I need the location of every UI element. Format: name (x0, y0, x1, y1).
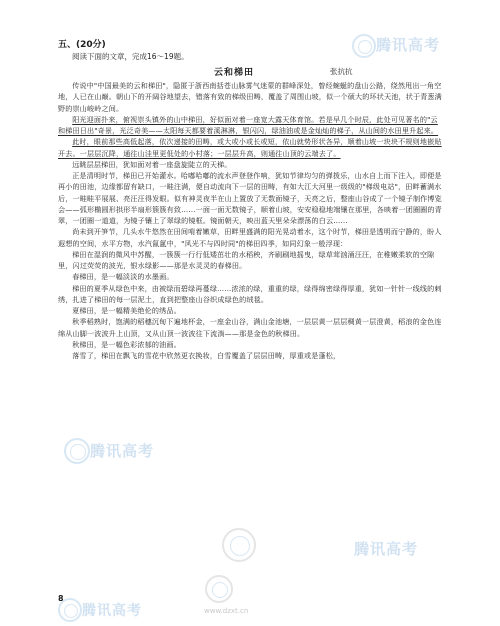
paragraph: 秋梯田，是一幅色彩浓郁的油画。 (72, 339, 181, 349)
paragraph: 远眺层层梯田，犹如面对着一座盘旋陡立的天梯。 (72, 159, 232, 169)
paragraph: 梯田的夏季从绿色中来，由被绿而碧绿再蔓绿……浓浓的绿，重重的绿，绿得绵密绿得厚重，犹如一针针一线线的刺绣，扎进了梯田的每一层泥土，直到把整座山谷织成绿色的绒毯。 (58, 283, 442, 304)
watermark-brand-bottom: 腾讯高考 (82, 603, 142, 619)
paragraph-underlined: 此时，眼前那些高低起落，依次递接的田畴，或大或小或长或短，依山就势形状各异，顺着山坡一块块不规则地嵌贴开去。一层层沉降，通往山洼里更低处的小村落；一层层升高，则通往山顶的云端去了。 (58, 137, 442, 158)
paragraph: 梯田在湿润的微风中苏醒，一簇簇一行行低矮茁壮的水稻秧，齐刷刷地摇曳，绿草茸汹涌汪汪，在稚嫩柔软的空隙里，闪过荧荧的波光，银水绿影——那是水灵灵的春梯田。 (58, 249, 435, 270)
brand-logo-icon-center2 (205, 575, 233, 603)
article-title: 云和梯田 (214, 68, 255, 78)
paragraph: 正是清明时节，梯田已开始灌水。哈嘟哈嘟的流水声登登作响，犹如节律均匀的弹拨乐，山水自上而下注入，即便是再小的田池，边缘都留有缺口，一畦注满，便自动流向下一层的田畴，有如大江大河里一级级的"梯级电站"，田畔蓄满水后，一畦畦平展展、亮汪汪得发眼。似有神灵夜半在山上置放了无数面镜子，天亮之后，整座山谷成了一个镜子制作博览会——弧形椭圆形拱形半扇形簇簇有致……一面一面无数镜子，顺着山坡，安安稳稳地端镶在那里，各映着一团圈圈的青翠，一团圈一道道，为镜子镶上了翠绿的镜框。镜面朝天，映出蓝天里朵朵漂荡的白云…… (58, 171, 442, 225)
watermark-brand-mid: 腾讯高考 (90, 442, 155, 460)
brand-logo-icon (352, 34, 376, 58)
paragraph: 传说中"中国最美的云和梯田"，隐匿于浙西南括苍山脉雾气迷蒙的群峰深处，ަ​曾经蜿蜒的盘山公路，绕然甩出一角空地，人已在山巅。朝山下的开阔谷地望去，错落有致的梯级田畴，覆盖了周围山坡，似一个硕大的环状天池，状于青葱满野的崇山峻岭之间。 (58, 81, 442, 113)
paragraph: 秋季稻熟时，饱满的稻穗沉甸下遍地杯金，一座金山谷，满山金池塘，一层层黄一层层稠黄一层澄黄，稻浪的金色连绵从山脚一波波升上山顶，又从山顶一波波往下流淌——那是金色的秋梯田。 (58, 317, 442, 338)
page-number: 8 (58, 594, 64, 603)
paragraph-underlined: 阳光迎面扑来，俯视崇头镇外的山中梯田，好似面对着一座宽大露天体育馆。若是早几个时辰，此处可见著名的"云和梯田日出"奇景，光泛奇美——太阳每天都要着溪淋淋，银闪闪，绿油油或是金灿灿的梯子，从山间的水田里升起来。 (58, 114, 439, 135)
paragraph: 夏梯田，是一幅精美绝伦的绣品。 (72, 306, 181, 315)
paragraph: 春梯田，是一幅淡淡的水墨画。 (72, 272, 174, 282)
brand-logo-icon-center (222, 528, 256, 562)
watermark-brand-top: 腾讯高考 (376, 36, 441, 54)
paragraph: 尚未到开笋节，几头水牛悠然在田间啃着嫩草，田畔里盛满的阳光晃动着水，这个时节，梯田是透明而宁静的，盼人遐想的空间，水平方物，水汽氤氲中，"风光不与四时同"的梯田四季，如同幻象一般浮现： (58, 227, 442, 248)
paragraph: 落雪了，梯田在飘飞的雪花中欣然更衣换妆，白雪覆盖了层层田畴，厚重或是蓬松， (72, 351, 341, 360)
article-author: 张抗抗 (330, 67, 353, 76)
article-body (58, 80, 442, 361)
watermark-brand-right: 腾讯高考 (354, 540, 419, 558)
section-instruction: 阅读下面的文章，完成16～19题。 (72, 52, 189, 61)
brand-logo-icon-mid (64, 438, 90, 464)
watermark-site-url: www.dzxt.cn (204, 607, 249, 615)
section-header: 五、(20分) (58, 40, 106, 50)
